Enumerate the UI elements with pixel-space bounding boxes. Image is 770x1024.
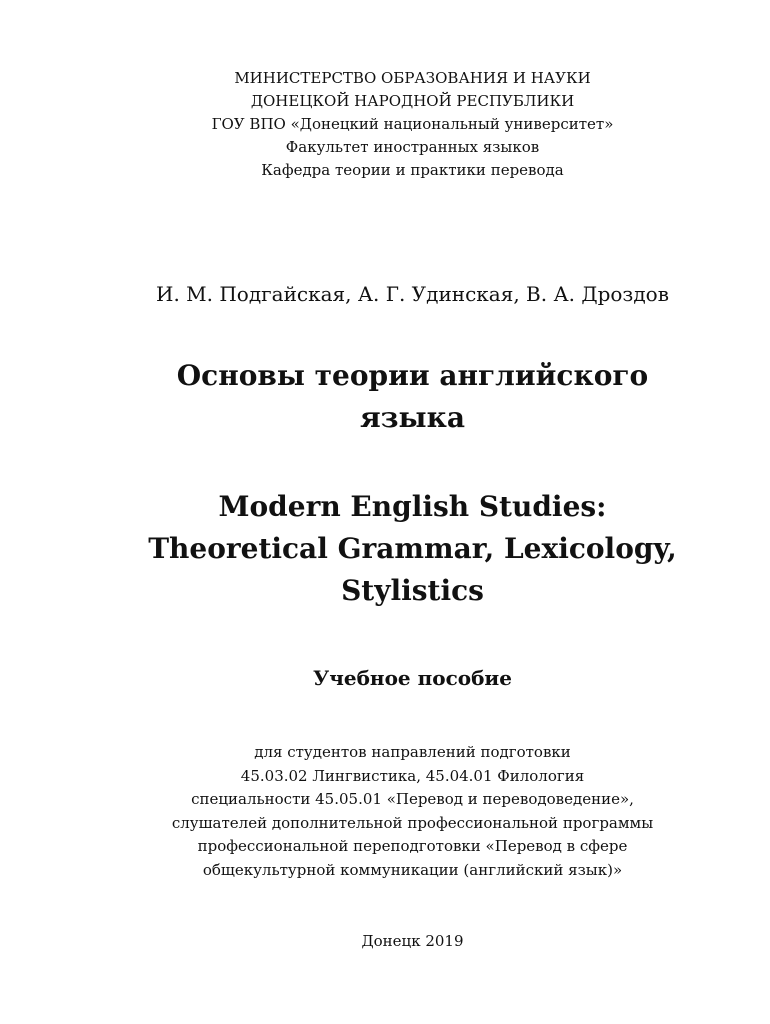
university-line: ГОУ ВПО «Донецкий национальный университет» [211,115,614,133]
institution-header [60,67,765,182]
audience-line-5: профессиональной переподготовки «Перевод в сфере [197,837,628,856]
ministry-line-1: МИНИСТЕРСТВО ОБРАЗОВАНИЯ И НАУКИ [234,69,591,87]
title-english-line-1: Modern English Studies: [218,490,607,523]
title-english-line-3: Stylistics [341,574,484,607]
intended-audience [60,741,765,883]
city-year: Донецк 2019 [361,932,464,950]
document-type: Учебное пособие [313,666,512,690]
audience-line-4: слушателей дополнительной профессиональной программы [171,813,654,832]
title-russian [60,355,765,439]
title-english-line-2: Theoretical Grammar, Lexicology, [148,532,677,565]
audience-line-6: общекультурной коммуникации (английский язык)» [202,860,623,879]
title-russian-line-2: языка [360,401,465,434]
audience-line-3: специальности 45.05.01 «Перевод и переводоведение», [191,790,634,809]
audience-line-1: для студентов направлений подготовки [254,743,571,761]
ministry-line-2: ДОНЕЦКОЙ НАРОДНОЙ РЕСПУБЛИКИ [250,92,575,110]
department-line: Кафедра теории и практики перевода [261,161,564,179]
audience-line-2: 45.03.02 Лингвистика, 45.04.01 Филология [240,766,585,785]
title-russian-line-1: Основы теории английского [176,359,649,392]
title-english [60,486,765,612]
authors: И. М. Подгайская, А. Г. Удинская, В. А. Дроздов [156,282,669,306]
faculty-line: Факультет иностранных языков [285,138,540,156]
